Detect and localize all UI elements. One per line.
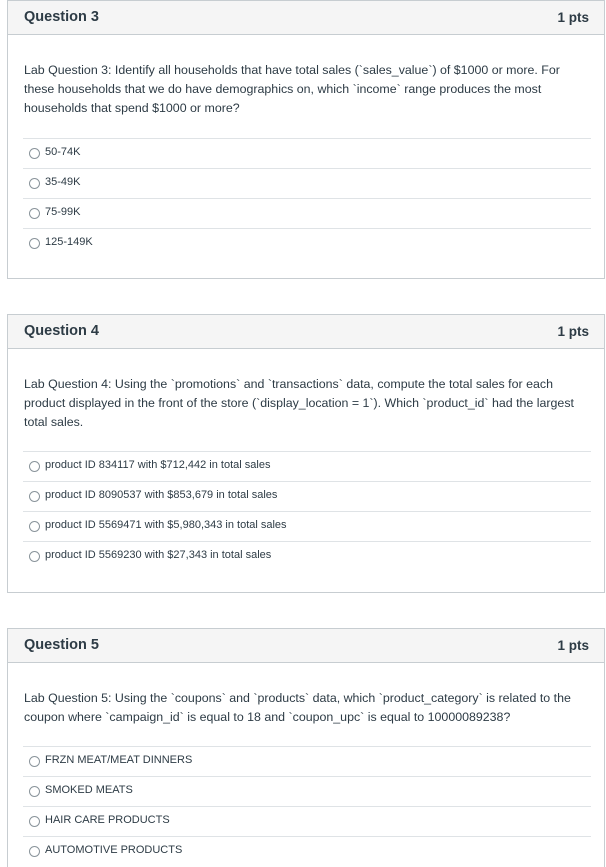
answer-label: 75-99K: [45, 206, 81, 218]
radio-button[interactable]: [29, 208, 40, 219]
answer-option[interactable]: [23, 198, 591, 228]
question-header: [8, 1, 604, 35]
answer-option[interactable]: [23, 138, 591, 168]
answer-option[interactable]: [23, 228, 591, 258]
question-3: [7, 0, 605, 279]
answer-option[interactable]: [23, 776, 591, 806]
answer-label: product ID 834117 with $712,442 in total sales: [45, 459, 271, 471]
answer-option[interactable]: [23, 746, 591, 776]
answer-option[interactable]: [23, 836, 591, 866]
question-points: 1 pts: [557, 324, 589, 339]
question-4: [7, 314, 605, 593]
radio-button[interactable]: [29, 816, 40, 827]
radio-button[interactable]: [29, 148, 40, 159]
answer-label: product ID 5569471 with $5,980,343 in total sales: [45, 519, 287, 531]
radio-button[interactable]: [29, 756, 40, 767]
answer-label: 125-149K: [45, 236, 93, 248]
answer-option[interactable]: [23, 541, 591, 571]
radio-button[interactable]: [29, 846, 40, 857]
radio-button[interactable]: [29, 491, 40, 502]
answer-label: FRZN MEAT/MEAT DINNERS: [45, 754, 193, 766]
answer-label: HAIR CARE PRODUCTS: [45, 814, 170, 826]
question-title: Question 3: [24, 9, 99, 25]
answer-label: 35-49K: [45, 176, 81, 188]
question-title: Question 5: [24, 637, 99, 653]
question-header: [8, 629, 604, 663]
answer-option[interactable]: [23, 481, 591, 511]
answer-label: 50-74K: [45, 146, 81, 158]
question-5: [7, 628, 605, 867]
answer-label: product ID 8090537 with $853,679 in total sales: [45, 489, 278, 501]
radio-button[interactable]: [29, 551, 40, 562]
question-points: 1 pts: [557, 638, 589, 653]
answer-option[interactable]: [23, 451, 591, 481]
question-points: 1 pts: [557, 10, 589, 25]
radio-button[interactable]: [29, 238, 40, 249]
answer-option[interactable]: [23, 168, 591, 198]
radio-button[interactable]: [29, 461, 40, 472]
question-header: [8, 315, 604, 349]
radio-button[interactable]: [29, 178, 40, 189]
answer-list: [23, 746, 591, 866]
question-title: Question 4: [24, 323, 99, 339]
answer-list: [23, 451, 591, 571]
answer-label: product ID 5569230 with $27,343 in total sales: [45, 549, 272, 561]
radio-button[interactable]: [29, 521, 40, 532]
radio-button[interactable]: [29, 786, 40, 797]
answer-option[interactable]: [23, 511, 591, 541]
question-text: Lab Question 4: Using the `promotions` and `transactions` data, compute the total sales for each product displayed in the front of the store (`display_location = 1`). Which `product_id` had the largest total sales.: [24, 377, 574, 429]
answer-list: [23, 138, 591, 258]
answer-label: SMOKED MEATS: [45, 784, 133, 796]
question-text: Lab Question 3: Identify all households that have total sales (`sales_value`) of $1000 or more. For these households that we do have demographics on, which `income` range produces the most households that spend $1000 or more?: [24, 63, 560, 115]
question-text: Lab Question 5: Using the `coupons` and `products` data, which `product_category` is related to the coupon where `campaign_id` is equal to 18 and `coupon_upc` is equal to 10000089238?: [24, 691, 571, 724]
answer-option[interactable]: [23, 806, 591, 836]
answer-label: AUTOMOTIVE PRODUCTS: [45, 844, 183, 856]
